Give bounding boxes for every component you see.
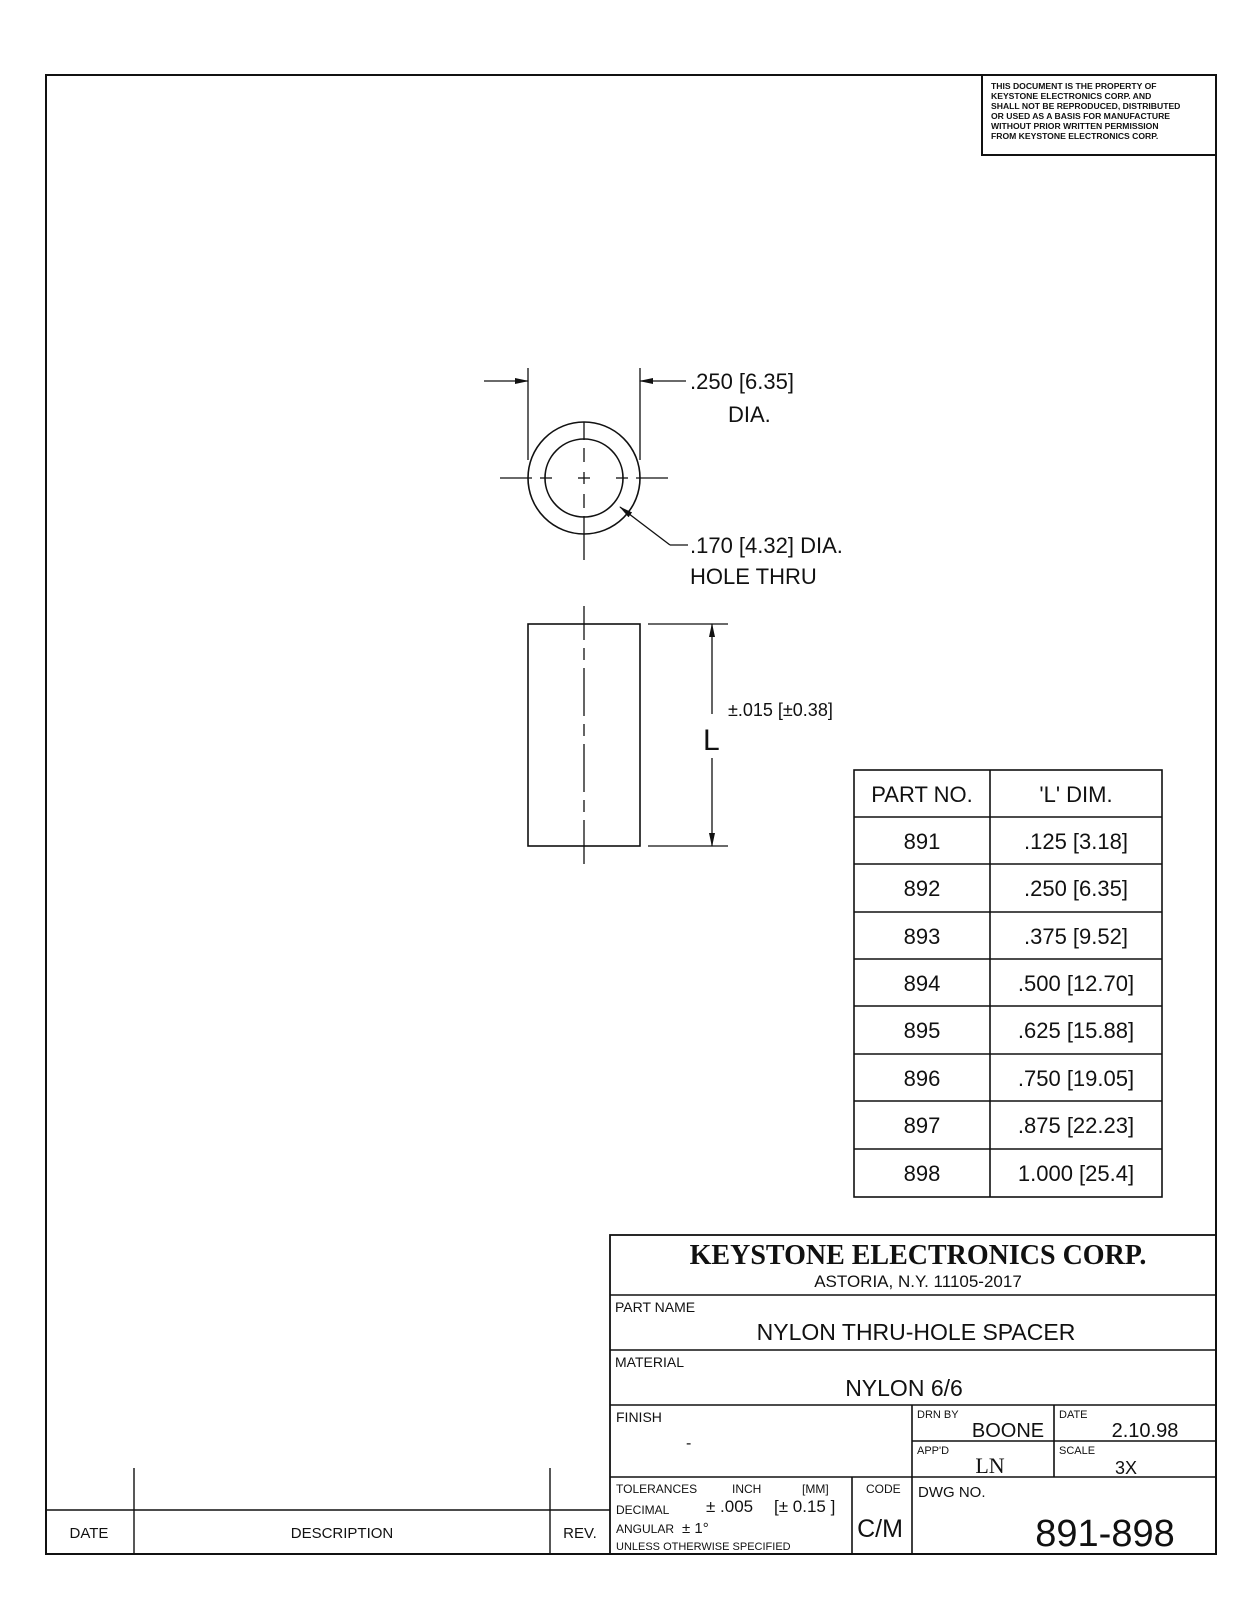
date-label: DATE — [1059, 1409, 1088, 1421]
table-cell-dim: .375 [9.52] — [1024, 924, 1128, 949]
material-value: NYLON 6/6 — [845, 1375, 963, 1401]
unless-specified-note: UNLESS OTHERWISE SPECIFIED — [616, 1541, 791, 1553]
table-cell-part: 891 — [903, 829, 941, 854]
table-cell-part: 892 — [903, 876, 941, 901]
outer-diameter-dim: .250 [6.35] — [690, 369, 794, 394]
top-view — [484, 368, 843, 589]
angular-tolerance: ± 1° — [682, 1520, 709, 1537]
scale-label: SCALE — [1059, 1445, 1096, 1457]
length-symbol: L — [703, 724, 720, 757]
part-name-value: NYLON THRU-HOLE SPACER — [756, 1319, 1076, 1345]
table-header-l-dim: 'L' DIM. — [1039, 782, 1113, 807]
table-cell-dim: 1.000 [25.4] — [1017, 1161, 1135, 1186]
table-cell-dim: .750 [19.05] — [1017, 1066, 1135, 1091]
angular-label: ANGULAR — [616, 1522, 675, 1536]
code-value: C/M — [857, 1515, 903, 1543]
hole-diameter-dim: .170 [4.32] DIA. — [690, 533, 843, 558]
drawn-by-value: BOONE — [971, 1420, 1045, 1442]
table-cell-dim: .500 [12.70] — [1017, 971, 1135, 996]
material-label: MATERIAL — [615, 1354, 684, 1370]
drawn-by-label: DRN BY — [917, 1409, 959, 1421]
revision-block — [46, 1468, 610, 1554]
decimal-tolerance-inch: ± .005 — [706, 1497, 754, 1516]
notice-line-1: THIS DOCUMENT IS THE PROPERTY OF — [991, 81, 1157, 91]
notice-line-3: SHALL NOT BE REPRODUCED, DISTRIBUTED — [991, 101, 1181, 111]
notice-line-5: WITHOUT PRIOR WRITTEN PERMISSION — [991, 121, 1159, 131]
revision-description-label: DESCRIPTION — [290, 1525, 394, 1542]
table-cell-dim: .875 [22.23] — [1017, 1113, 1135, 1138]
table-cell-dim: .125 [3.18] — [1024, 829, 1128, 854]
finish-value: - — [686, 1435, 692, 1452]
mm-label: [MM] — [802, 1482, 829, 1496]
finish-label: FINISH — [616, 1409, 662, 1425]
decimal-tolerance-mm: [± 0.15 ] — [774, 1497, 836, 1516]
outer-diameter-label: DIA. — [728, 402, 771, 427]
part-table — [854, 770, 1162, 1197]
table-cell-part: 895 — [903, 1018, 941, 1043]
table-cell-dim: .250 [6.35] — [1024, 876, 1128, 901]
side-view — [528, 606, 833, 864]
table-cell-dim: .625 [15.88] — [1017, 1018, 1135, 1043]
notice-line-2: KEYSTONE ELECTRONICS CORP. AND — [991, 91, 1152, 101]
date-value: 2.10.98 — [1111, 1420, 1179, 1442]
table-cell-part: 897 — [903, 1113, 941, 1138]
revision-date-label: DATE — [69, 1525, 109, 1542]
ownership-notice — [982, 75, 1216, 155]
table-cell-part: 894 — [903, 971, 941, 996]
hole-thru-label: HOLE THRU — [690, 564, 817, 589]
table-cell-part: 896 — [903, 1066, 941, 1091]
drawing-number-value: 891-898 — [1035, 1513, 1175, 1555]
company-address: ASTORIA, N.Y. 11105-2017 — [814, 1272, 1022, 1291]
revision-rev-label: REV. — [563, 1525, 597, 1542]
approved-label: APP'D — [917, 1445, 950, 1457]
inch-label: INCH — [732, 1482, 762, 1496]
part-name-label: PART NAME — [615, 1299, 696, 1315]
table-cell-part: 893 — [903, 924, 941, 949]
code-label: CODE — [866, 1482, 901, 1496]
tolerances-label: TOLERANCES — [616, 1482, 698, 1496]
notice-line-6: FROM KEYSTONE ELECTRONICS CORP. — [991, 131, 1159, 141]
company-name: KEYSTONE ELECTRONICS CORP. — [689, 1240, 1147, 1271]
notice-line-4: OR USED AS A BASIS FOR MANUFACTURE — [991, 111, 1171, 121]
scale-value: 3X — [1114, 1458, 1138, 1478]
approved-value: LN — [975, 1453, 1005, 1478]
table-header-part-no: PART NO. — [871, 782, 973, 807]
table-cell-part: 898 — [903, 1161, 941, 1186]
drawing-number-label: DWG NO. — [918, 1484, 986, 1501]
title-block — [610, 1235, 1216, 1555]
decimal-label: DECIMAL — [616, 1503, 670, 1517]
length-tolerance: ±.015 [±0.38] — [728, 700, 833, 720]
